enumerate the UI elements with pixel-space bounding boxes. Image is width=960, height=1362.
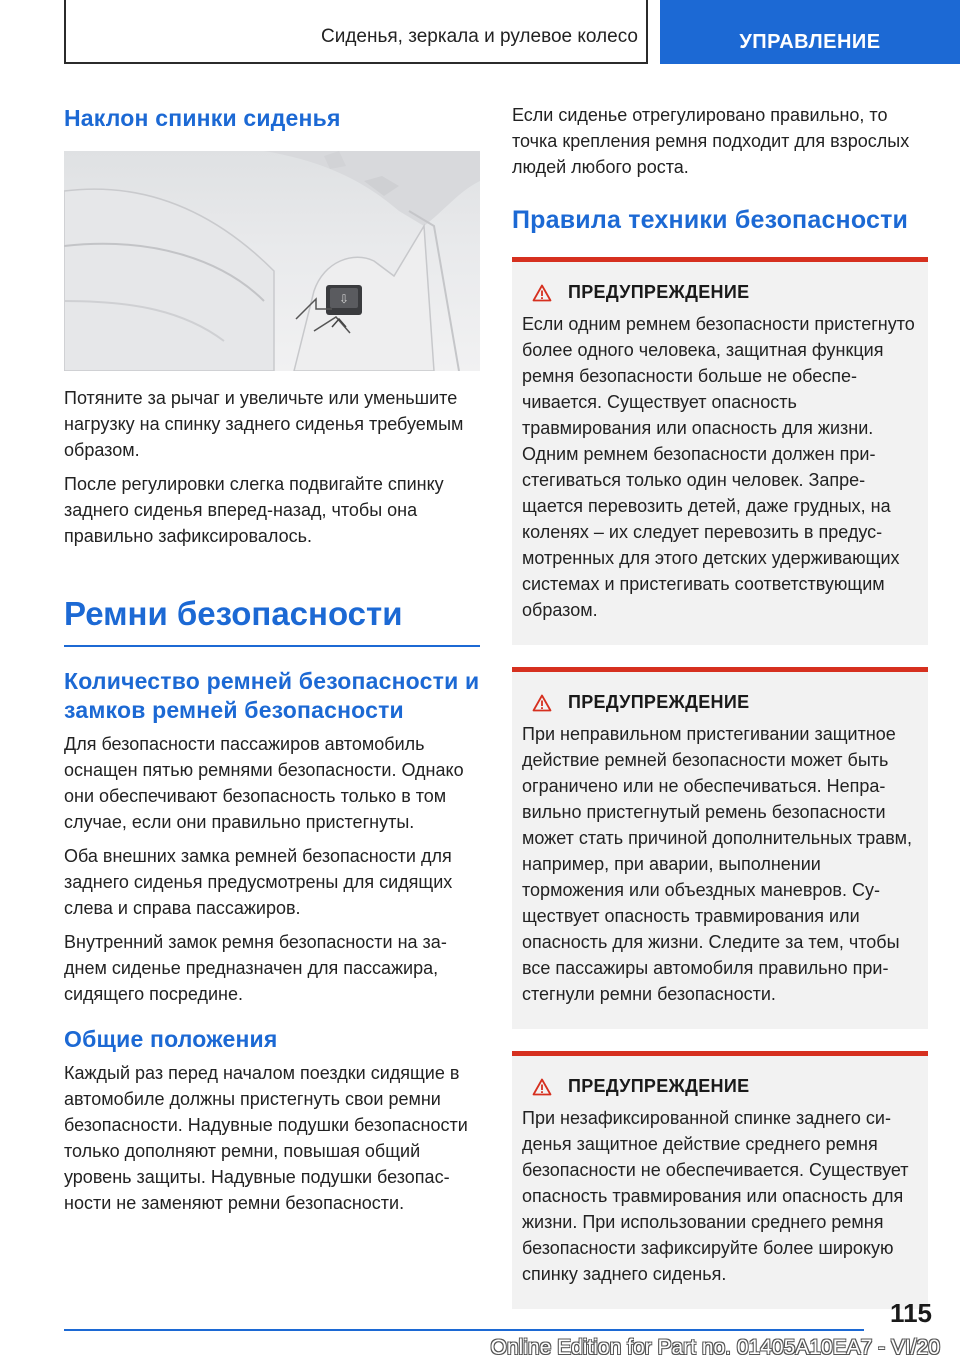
paragraph-belt-count: Для безопасности пассажиров автомобиль оснащен пятью ремнями безопасности. Однако они обеспечивают безопасность только в том случае, если они правильно пристегнуты. (64, 734, 464, 832)
seat-lever-image (64, 151, 480, 371)
warning-title-row (522, 692, 918, 713)
warning-box-3 (512, 1051, 928, 1309)
paragraph-general: Каждый раз перед началом поездки сидящие в автомобиле должны пристегнуть свои ремни безопасности. Надувные подушки безопасности только дополняют ремни, повышая общий уровень защиты. Надувные подушки безопасности не заменяют ремни безопасности. (64, 1063, 468, 1213)
heading-safety-rules: Правила техники безопасности (512, 206, 909, 234)
heading-general: Общие положения (64, 1026, 278, 1052)
footer-rule (64, 1329, 864, 1331)
warning-triangle-icon (532, 694, 552, 712)
left-column (64, 104, 480, 1216)
heading-backrest-tilt: Наклон спинки сиденья (64, 105, 341, 131)
warning-triangle-icon (532, 1078, 552, 1096)
paragraph-outer-buckles: Оба внешних замка ремней безопасности для заднего сиденья предусмотрены для сидящих слева и справа пассажиров. (64, 846, 453, 918)
section-rule (64, 645, 480, 647)
paragraph-inner-buckle: Внутренний замок ремня безопасности на заднем сиденье предназначен для пассажира, сидящего посредине. (64, 932, 447, 1004)
warning-text: Если одним ремнем безопасности пристегнуто более одного человека, защитная функция ремня безопасности больше не обеспечивается. Существует опасность травмирования или опасность для жизни. Одним ремнем безопасности должен пристегиваться только один человек. Запрещается перевозить детей, даже грудных, на коленях – их следует перевозить в предусмотренных для этого детских удерживающих системах и пристегивать соответствующим образом. (522, 314, 915, 620)
warning-title: ПРЕДУПРЕЖДЕНИЕ (568, 282, 750, 302)
warning-triangle-icon (532, 284, 552, 302)
warning-box-1 (512, 257, 928, 645)
seat-lever-illustration (64, 151, 480, 371)
paragraph-adjust: После регулировки слегка подвигайте спинку заднего сиденья вперед-назад, чтобы она правильно зафиксировалось. (64, 474, 444, 546)
warning-title-row (522, 282, 918, 303)
warning-text: При неправильном пристегивании защитное действие ремней безопасности может быть ограничено или не обеспечиваться. Неправильно пристегнутый ремень безопасности может стать причиной дополнительных травм, например, при аварии, выполнении торможения или объездных маневров. Существует опасность травмирования или опасность для жизни. Следите за тем, чтобы все пассажиры автомобиля правильно пристегнули ремни безопасности. (522, 724, 913, 1004)
chapter-tab[interactable] (660, 0, 960, 64)
heading-seatbelts: Ремни безопасности (64, 595, 403, 632)
paragraph-anchor-point: Если сиденье отрегулировано правильно, то точка крепления ремня подходит для взрослых людей любого роста. (512, 105, 910, 177)
edition-watermark: Online Edition for Part no. 01405A10EA7 - VI/20 (490, 1336, 940, 1359)
heading-belt-count: Количество ремней безопасности и замков ремней безопасности (64, 668, 480, 723)
warning-title-row (522, 1076, 918, 1097)
warning-text: При незафиксированной спинке заднего сиденья защитное действие среднего ремня безопасности не обеспечивается. Существует опасность травмирования или опасность для жизни. При использовании среднего ремня безопасности зафиксируйте более широкую спинку заднего сиденья. (522, 1108, 909, 1284)
page-number: 115 (890, 1298, 932, 1328)
warning-title: ПРЕДУПРЕЖДЕНИЕ (568, 1076, 750, 1096)
chapter-label: УПРАВЛЕНИЕ (739, 31, 881, 53)
section-title: Сиденья, зеркала и рулевое колесо (321, 26, 638, 47)
warning-box-2 (512, 667, 928, 1029)
warning-title: ПРЕДУПРЕЖДЕНИЕ (568, 692, 750, 712)
svg-text:⇩: ⇩ (338, 292, 350, 306)
right-column (512, 102, 928, 1309)
paragraph-lever: Потяните за рычаг и увеличьте или уменьшите нагрузку на спинку заднего сиденья требуемым образом. (64, 388, 464, 460)
